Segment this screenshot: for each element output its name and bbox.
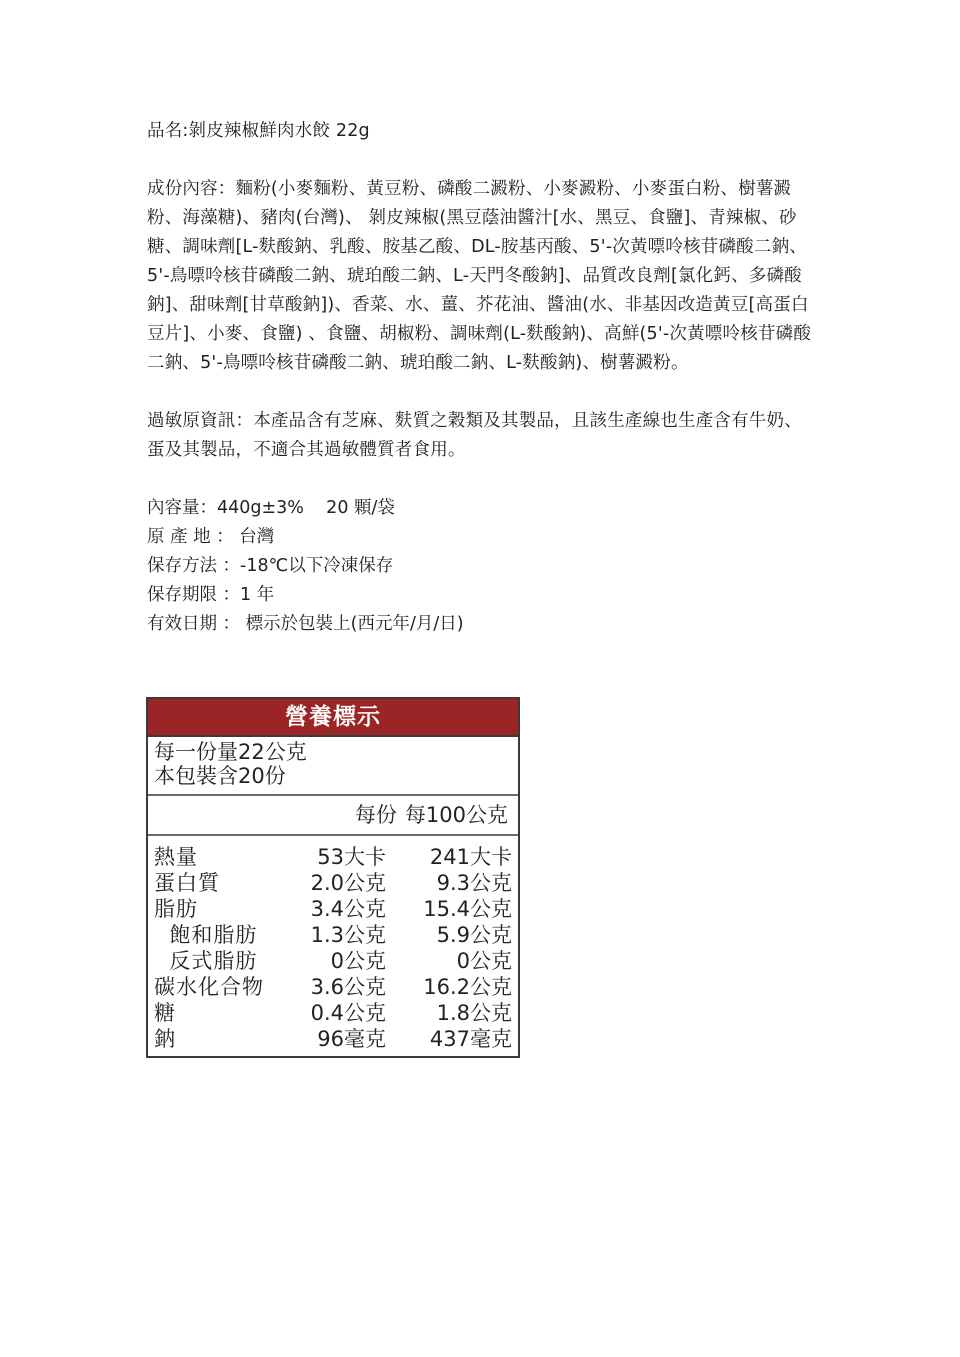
nutrient-label: 糖 — [154, 1001, 176, 1025]
per-100g-value: 0公克 — [456, 949, 512, 973]
serving-size: 每一份量22公克 — [154, 740, 307, 764]
detail-storage: 保存方法 ：-18℃以下冷凍保存 — [147, 556, 394, 576]
nutrient-label: 蛋白質 — [154, 871, 220, 895]
nutrient-label: 脂肪 — [154, 897, 198, 921]
per-100g-value: 16.2公克 — [423, 975, 512, 999]
nutrition-row-protein — [154, 870, 518, 896]
column-per-serving: 每份 — [354, 803, 397, 827]
per-serving-value: 1.3公克 — [310, 923, 386, 947]
per-serving-value: 3.6公克 — [310, 975, 386, 999]
product-details — [147, 494, 817, 639]
nutrient-label: 飽和脂肪 — [154, 923, 258, 947]
per-serving-value: 3.4公克 — [310, 897, 386, 921]
nutrition-facts-table — [146, 697, 520, 1058]
nutrition-row-sodium — [154, 1026, 518, 1052]
nutrition-row-trans-fat — [154, 948, 518, 974]
servings-per-pack: 本包裝含20份 — [154, 764, 286, 788]
nutrient-label: 熱量 — [154, 845, 198, 869]
per-serving-value: 2.0公克 — [310, 871, 386, 895]
per-serving-value: 0公克 — [330, 949, 386, 973]
per-serving-value: 0.4公克 — [310, 1001, 386, 1025]
detail-net-content: 內容量：440g±3% 20 顆/袋 — [147, 498, 395, 518]
ingredients-text: 成份內容：麵粉(小麥麵粉、黃豆粉、磷酸二澱粉、小麥澱粉、小麥蛋白粉、樹薯澱粉、海藻糖)、豬肉(台灣)、 剝皮辣椒(黑豆蔭油醬汁[水、黑豆、食鹽]、青辣椒、砂糖、調味劑[L-麩酸鈉、乳酸、胺基乙酸、DL-胺基丙酸、5'-次黃嘌呤核苷磷酸二鈉、5'-鳥嘌呤核苷磷酸二鈉、琥珀酸二鈉、L-天門冬酸鈉]、品質改良劑[氯化鈣、多磷酸鈉]、甜味劑[甘草酸鈉])、香菜、水、薑、芥花油、醬油(水、非基因改造黃豆[高蛋白豆片]、小麥、食鹽) 、食鹽、胡椒粉、調味劑(L-麩酸鈉)、高鮮(5'-次黃嘌呤核苷磷酸二鈉、5'-鳥嘌呤核苷磷酸二鈉、琥珀酸二鈉、L-麩酸鈉)、樹薯澱粉。 — [147, 179, 812, 373]
nutrition-row-carbohydrate — [154, 974, 518, 1000]
document-body — [147, 117, 817, 639]
per-100g-value: 241大卡 — [429, 845, 512, 869]
per-100g-value: 5.9公克 — [436, 923, 512, 947]
nutrition-title: 營養標示 — [148, 699, 518, 737]
per-100g-value: 437毫克 — [429, 1027, 512, 1051]
product-name: 品名:剝皮辣椒鮮肉水餃 22g — [147, 121, 370, 141]
column-per-100g: 每100公克 — [404, 803, 508, 827]
per-100g-value: 15.4公克 — [423, 897, 512, 921]
nutrition-row-sugar — [154, 1000, 518, 1026]
nutrient-label: 碳水化合物 — [154, 975, 264, 999]
nutrition-row-calories — [154, 844, 518, 870]
nutrient-label: 反式脂肪 — [154, 949, 258, 973]
nutrient-label: 鈉 — [154, 1027, 176, 1051]
nutrition-column-header — [148, 796, 518, 836]
nutrition-rows — [148, 836, 518, 1056]
nutrition-serving-info — [148, 737, 518, 796]
per-serving-value: 53大卡 — [317, 845, 386, 869]
detail-shelf-life: 保存期限 ：1 年 — [147, 585, 275, 605]
per-serving-value: 96毫克 — [317, 1027, 386, 1051]
nutrition-row-fat — [154, 896, 518, 922]
per-100g-value: 9.3公克 — [436, 871, 512, 895]
allergen-text: 過敏原資訊：本產品含有芝麻、麩質之穀類及其製品，且該生產線也生產含有牛奶、蛋及其製品，不適合其過敏體質者食用。 — [147, 411, 802, 460]
detail-origin: 原 產 地 ： 台灣 — [147, 527, 275, 547]
nutrition-row-saturated-fat — [154, 922, 518, 948]
per-100g-value: 1.8公克 — [436, 1001, 512, 1025]
detail-expiry: 有效日期 ： 標示於包裝上(西元年/月/日) — [147, 614, 464, 634]
